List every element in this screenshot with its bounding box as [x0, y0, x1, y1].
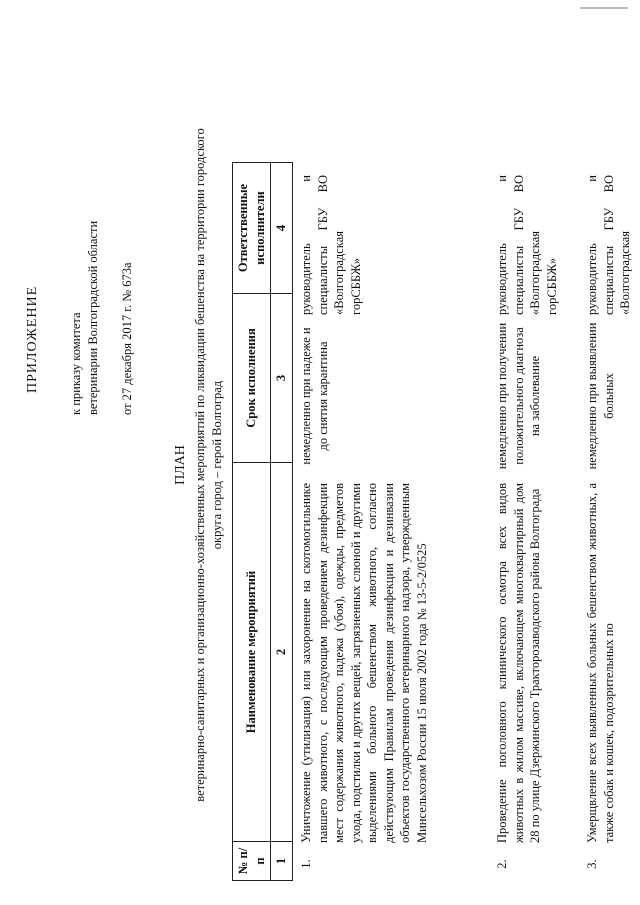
row-activity: Умерщвление всех выявленных больных бешенством животных, а также собак и кошек, подозрительных по — [585, 483, 616, 843]
row-number: 3. — [585, 859, 599, 869]
plan-table-header — [232, 162, 293, 881]
header-responsible: Ответственные исполнители — [233, 163, 271, 294]
row-activity: Проведение поголовного клинического осмотра всех видов животных в жилом массиве, включающем многоквартирный дом 28 по улице Дзержинского Тракторозаводского района Волгограда — [495, 483, 542, 843]
appendix-line-1: к приказу комитета — [69, 312, 84, 415]
row-responsible: руководитель и специалисты ГБУ ВО «Волгоградская горСББЖ» — [299, 175, 363, 315]
row-number: 2. — [495, 859, 509, 869]
row-term: немедленно при получении положительного диагноза на заболевание — [495, 322, 542, 470]
plan-subtitle-line-2: округа город – герой Волгоград — [209, 380, 224, 550]
row-responsible: руководитель и специалисты ГБУ ВО «Волгоградская горСББЖ» — [495, 175, 559, 315]
appendix-line-2: ветеринарии Волгоградской области — [85, 220, 100, 415]
column-number-3: 3 — [271, 294, 293, 463]
appendix-line-3: от 27 декабря 2017 г. № 673а — [120, 262, 135, 415]
plan-subtitle-line-1: ветеринарно-санитарных и организационно-хозяйственных мероприятий по ликвидации бешенства на территории городского — [193, 128, 208, 802]
header-name: Наименование мероприятий — [233, 463, 271, 842]
appendix-title: ПРИЛОЖЕНИЕ — [25, 285, 40, 393]
row-responsible: руководитель и специалисты ГБУ ВО «Волгоградская — [585, 175, 632, 315]
appendix-spacer — [101, 95, 119, 415]
scan-margin-mark — [580, 7, 628, 9]
plan-heading — [172, 65, 225, 865]
header-term: Срок исполнения — [233, 294, 271, 463]
row-term: немедленно при падеже и до снятия карантина — [299, 327, 330, 465]
column-number-1: 1 — [271, 842, 293, 881]
appendix-block — [24, 95, 136, 415]
column-number-2: 2 — [271, 463, 293, 842]
column-number-row — [271, 163, 293, 881]
header-num: № п/п — [233, 842, 271, 881]
plan-title: ПЛАН — [173, 445, 188, 485]
header-row — [233, 163, 271, 881]
row-activity: Уничтожение (утилизация) или захоронение на скотомогильнике павшего животного, с последующим проведением дезинфекции мест содержания животного, падежа (убоя), одежды, предметов ухода, подстилки и других вещей, загрязненных слюной и другими выделениями больного бешенством животного, согласно действующим Правилам проведения дезинфекции и дезинвазии объектов государственного ветеринарного надзора, утвержденным Минсельхозом России 15 июля 2002 года № 13-5-2/0525 — [299, 483, 429, 843]
row-number: 1. — [299, 859, 313, 869]
column-number-4: 4 — [271, 163, 293, 294]
row-term: немедленно при выявлении больных — [585, 322, 616, 470]
